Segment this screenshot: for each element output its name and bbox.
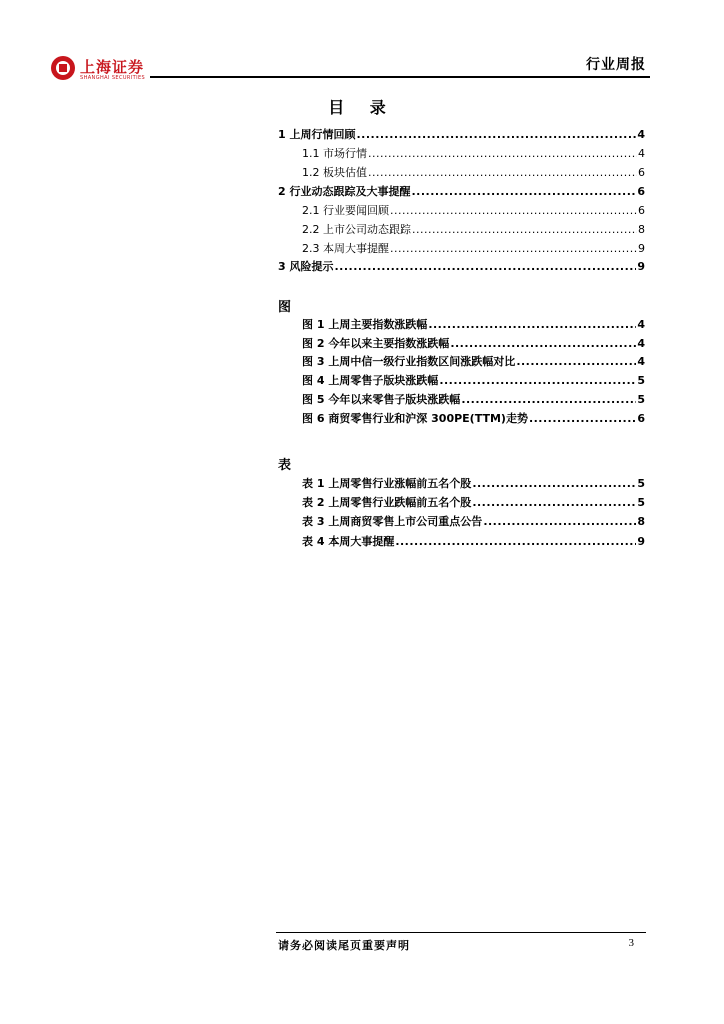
toc-entry-page: 9: [638, 242, 645, 255]
toc-entry-page: 9: [637, 260, 645, 273]
toc-leader-dots: [450, 336, 636, 352]
figure-entry[interactable]: [302, 373, 645, 389]
table-entry[interactable]: [302, 514, 645, 530]
table-entry[interactable]: [302, 476, 645, 492]
table-entry-page: 5: [637, 477, 645, 490]
toc-title: 目 录: [328, 98, 396, 117]
table-entry-page: 8: [637, 515, 645, 528]
figure-entry-page: 5: [637, 374, 645, 387]
table-entry-label: 表 2 上周零售行业跌幅前五名个股: [302, 496, 472, 509]
footer-divider: [276, 932, 646, 933]
report-type-title: 行业周报: [586, 57, 646, 73]
toc-entry-page: 8: [638, 223, 645, 236]
toc-leader-dots: [368, 165, 637, 181]
logo-text-en: SHANGHAI SECURITIES: [80, 75, 146, 81]
disclaimer-notice: 请务必阅读尾页重要声明: [278, 939, 410, 952]
toc-entry[interactable]: [302, 241, 645, 257]
figure-entry-label: 图 6 商贸零售行业和沪深 300PE(TTM)走势: [302, 412, 528, 425]
logo-text-cn: 上海证券: [80, 58, 145, 76]
figure-entry[interactable]: [302, 317, 645, 333]
toc-leader-dots: [334, 259, 636, 275]
toc-leader-dots: [428, 317, 636, 333]
toc-leader-dots: [529, 411, 636, 427]
toc-entry[interactable]: [302, 146, 645, 162]
toc-entry-page: 6: [637, 185, 645, 198]
figure-entry-label: 图 3 上周中信一级行业指数区间涨跌幅对比: [302, 355, 516, 368]
toc-entry[interactable]: [302, 165, 645, 181]
toc-entry-label: 1.2 板块估值: [302, 166, 367, 179]
toc-entry-label: 2.1 行业要闻回顾: [302, 204, 389, 217]
toc-leader-dots: [390, 241, 637, 257]
figure-entry-page: 4: [637, 337, 645, 350]
figure-entry[interactable]: [302, 392, 645, 408]
toc-leader-dots: [461, 392, 636, 408]
figure-entry-label: 图 4 上周零售子版块涨跌幅: [302, 374, 439, 387]
toc-leader-dots: [356, 127, 636, 143]
toc-entry-label: 2 行业动态跟踪及大事提醒: [278, 185, 411, 198]
table-entry[interactable]: [302, 534, 645, 550]
figure-entry-label: 图 1 上周主要指数涨跌幅: [302, 318, 428, 331]
page-number: 3: [628, 937, 634, 949]
toc-entry-page: 4: [637, 128, 645, 141]
figure-entry[interactable]: [302, 354, 645, 370]
toc-leader-dots: [368, 146, 637, 162]
figure-entry-page: 4: [637, 355, 645, 368]
toc-entry[interactable]: [302, 203, 645, 219]
tables-heading: 表: [278, 458, 292, 473]
toc-entry-page: 6: [638, 204, 645, 217]
toc-entry-label: 2.2 上市公司动态跟踪: [302, 223, 411, 236]
header-divider: [150, 76, 650, 78]
toc-entry-label: 1.1 市场行情: [302, 147, 367, 160]
figure-entry-page: 4: [637, 318, 645, 331]
toc-entry[interactable]: [278, 127, 645, 143]
toc-entry[interactable]: [302, 222, 645, 238]
toc-entry-label: 1 上周行情回顾: [278, 128, 356, 141]
figure-entry-label: 图 5 今年以来零售子版块涨跌幅: [302, 393, 461, 406]
toc-entry-page: 6: [638, 166, 645, 179]
table-entry-page: 5: [637, 496, 645, 509]
figure-entry[interactable]: [302, 411, 645, 427]
toc-leader-dots: [483, 514, 636, 530]
toc-leader-dots: [472, 495, 636, 511]
toc-leader-dots: [439, 373, 636, 389]
toc-leader-dots: [472, 476, 636, 492]
toc-entry-label: 2.3 本周大事提醒: [302, 242, 389, 255]
company-logo: [50, 55, 190, 87]
toc-leader-dots: [411, 184, 636, 200]
toc-entry[interactable]: [278, 184, 645, 200]
figures-heading: 图: [278, 300, 292, 315]
toc-leader-dots: [412, 222, 637, 238]
toc-leader-dots: [395, 534, 636, 550]
figure-entry-label: 图 2 今年以来主要指数涨跌幅: [302, 337, 450, 350]
toc-entry-page: 4: [638, 147, 645, 160]
table-entry-page: 9: [637, 535, 645, 548]
table-entry-label: 表 1 上周零售行业涨幅前五名个股: [302, 477, 472, 490]
table-entry-label: 表 4 本周大事提醒: [302, 535, 395, 548]
figure-entry-page: 5: [637, 393, 645, 406]
toc-leader-dots: [390, 203, 637, 219]
company-logo-icon: [50, 55, 76, 81]
table-entry[interactable]: [302, 495, 645, 511]
figure-entry-page: 6: [637, 412, 645, 425]
toc-entry[interactable]: [278, 259, 645, 275]
figure-entry[interactable]: [302, 336, 645, 352]
table-entry-label: 表 3 上周商贸零售上市公司重点公告: [302, 515, 483, 528]
toc-leader-dots: [516, 354, 636, 370]
toc-entry-label: 3 风险提示: [278, 260, 334, 273]
